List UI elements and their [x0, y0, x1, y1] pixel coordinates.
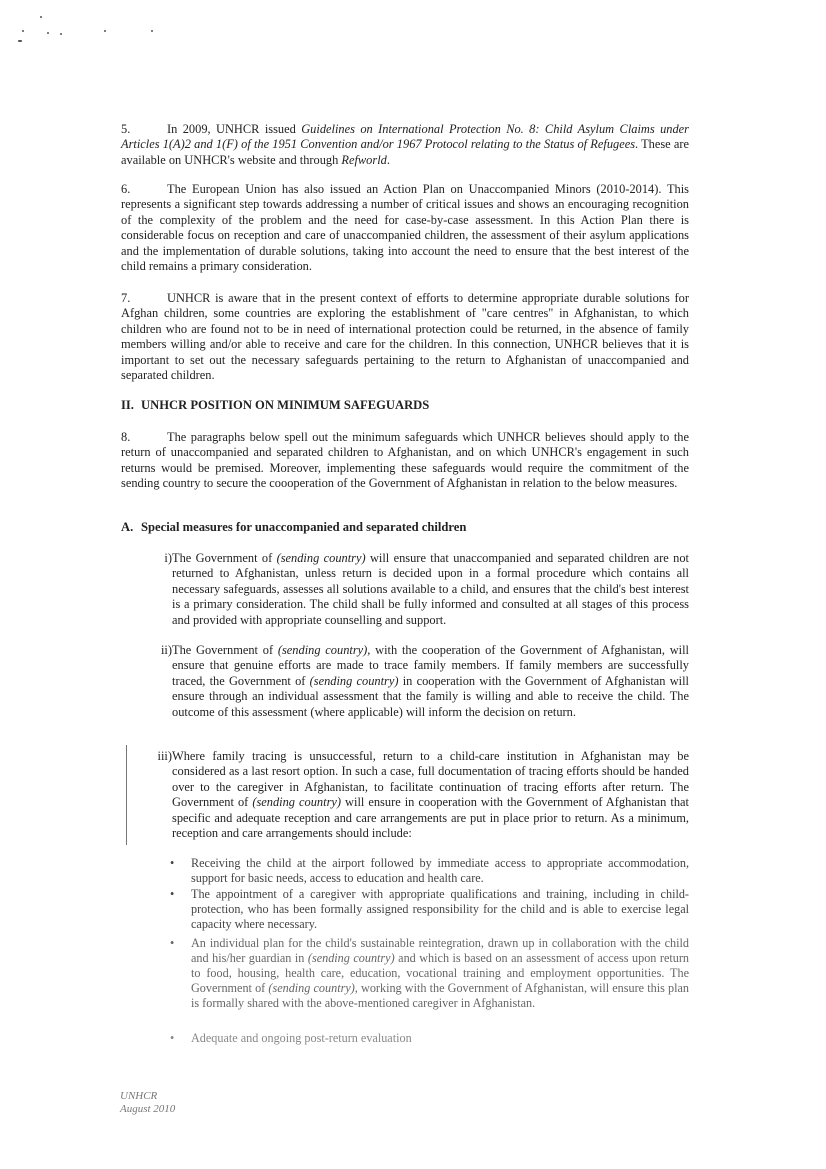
bullet-item	[170, 887, 689, 932]
bullet-item	[170, 856, 689, 886]
paragraph-8	[121, 430, 689, 492]
paragraph-number: 5.	[121, 122, 131, 136]
list-item-ii	[146, 643, 689, 720]
paragraph-number: 8.	[121, 430, 131, 444]
scan-speck	[47, 32, 49, 34]
bullet-item	[170, 1031, 689, 1046]
guidelines-title: Guidelines on International Protection No. 8: Child Asylum Claims under Articles 1(A)2 and 1(F) of the 1951 Convention and/or 1967 Protocol relating to the Status of Refugees	[121, 122, 689, 152]
paragraph-text: The paragraphs below spell out the minimum safeguards which UNHCR believes should apply to the return of unaccompanied and separated children to Afghanistan, and on which UNHCR's engagement in such returns would be premised. Moreover, implementing these safeguards would require the commitment of the sending country to secure the coooperation of the Government of Afghanistan in relation to the below measures.	[121, 430, 689, 491]
item-number: iii)	[157, 749, 172, 763]
scan-speck	[22, 30, 24, 32]
subsection-title: Special measures for unaccompanied and separated children	[141, 520, 467, 534]
list-item-iii	[146, 749, 689, 841]
item-number: ii)	[160, 643, 172, 657]
scan-speck	[18, 40, 22, 42]
scan-speck	[151, 30, 153, 32]
bullet-icon: •	[170, 936, 175, 950]
paragraph-text: The European Union has also issued an Action Plan on Unaccompanied Minors (2010-2014). This represents a significant step towards addressing a number of critical issues and shows an encouraging recognition of the complexity of the problem and the need for case-by-case assessment. In this Action Plan there is considerable focus on reception and care of unaccompanied children, the assessment of their asylum applications and the implementation of durable solutions, taking into account the need to ensure that the best interest of the child remains a primary consideration.	[121, 182, 689, 274]
footer-org: UNHCR	[120, 1090, 158, 1102]
scan-speck	[60, 33, 62, 35]
item-number: i)	[164, 551, 172, 565]
bullet-icon: •	[170, 856, 175, 870]
bullet-text: Receiving the child at the airport followed by immediate access to appropriate accommodation, support for basic needs, access to education and health care.	[191, 856, 689, 886]
paragraph-number: 7.	[121, 291, 131, 305]
bullet-icon: •	[170, 887, 175, 901]
bullet-item	[170, 936, 689, 1011]
bullet-icon: •	[170, 1031, 175, 1045]
paragraph-number: 6.	[121, 182, 131, 196]
bullet-text: An individual plan for the child's sustainable reintegration, drawn up in collaboration with the child and his/her guardian in (sending country) and which is based on an assessment of access upon return to food, housing, health care, education, vocational training and employment opportunities. The Government of (sending country), working with the Government of Afghanistan, will ensure this plan is formally shared with the above-mentioned caregiver in Afghanistan.	[191, 936, 689, 1011]
paragraph-5: 5. In 2009, UNHCR issued Guidelines on International Protection No. 8: Child Asylum Claims under Articles 1(A)2 and 1(F) of the 1951 Convention and/or 1967 Protocol relating to the Status of Refugees. These are available on UNHCR's website and through Refworld.	[121, 122, 689, 167]
page-footer	[120, 1090, 175, 1116]
section-number: II.	[121, 398, 134, 412]
section-title: UNHCR POSITION ON MINIMUM SAFEGUARDS	[141, 398, 430, 412]
bullet-text: Adequate and ongoing post-return evaluation	[191, 1031, 412, 1045]
list-item-i	[146, 551, 689, 628]
paragraph-6	[121, 182, 689, 274]
bullet-text: The appointment of a caregiver with appropriate qualifications and training, including in child-protection, who has been formally assigned responsibility for the child and is able to exercise legal capacity where necessary.	[191, 887, 689, 932]
footer-date: August 2010	[120, 1103, 176, 1115]
section-heading	[121, 398, 429, 413]
paragraph-text: UNHCR is aware that in the present context of efforts to determine appropriate durable solutions for Afghan children, some countries are exploring the establishment of "care centres" in Afghanistan, to which children who are found not to be in need of international protection could be returned, in the absence of family members willing and/or able to receive and care for the children. In this connection, UNHCR believes that it is important to set out the necessary safeguards pertaining to the return to Afghanistan of unaccompanied and separated children.	[121, 291, 689, 383]
refworld-name: Refworld	[341, 152, 387, 167]
item-text: The Government of (sending country) will ensure that unaccompanied and separated children are not returned to Afghanistan, unless return is decided upon in a formal procedure which contains all necessary safeguards, assesses all solutions available to a child, and ensures that the child's best interest is a primary consideration. The child shall be fully informed and consulted at all stages of this process and provided with appropriate counselling and support.	[172, 551, 689, 627]
scan-speck	[40, 16, 42, 18]
item-text: Where family tracing is unsuccessful, return to a child-care institution in Afghanistan may be considered as a last resort option. In such a case, full documentation of tracing efforts should be handed over to the caregiver in Afghanistan, to facilitate continuation of tracing efforts after return. The Government of (sending country) will ensure in cooperation with the Government of Afghanistan that specific and adequate reception and care arrangements are put in place prior to return. As a minimum, reception and care arrangements should include:	[172, 749, 689, 841]
scan-speck	[104, 30, 106, 32]
subsection-letter: A.	[121, 520, 134, 534]
item-text: The Government of (sending country), with the cooperation of the Government of Afghanistan, will ensure that genuine efforts are made to trace family members. If family members are successfully traced, the Government of (sending country) in cooperation with the Government of Afghanistan will ensure through an individual assessment that the family is willing and able to receive the child. The outcome of this assessment (where applicable) will inform the decision on return.	[172, 643, 689, 719]
margin-mark	[126, 745, 129, 845]
paragraph-7	[121, 291, 689, 383]
subsection-heading	[121, 520, 466, 535]
